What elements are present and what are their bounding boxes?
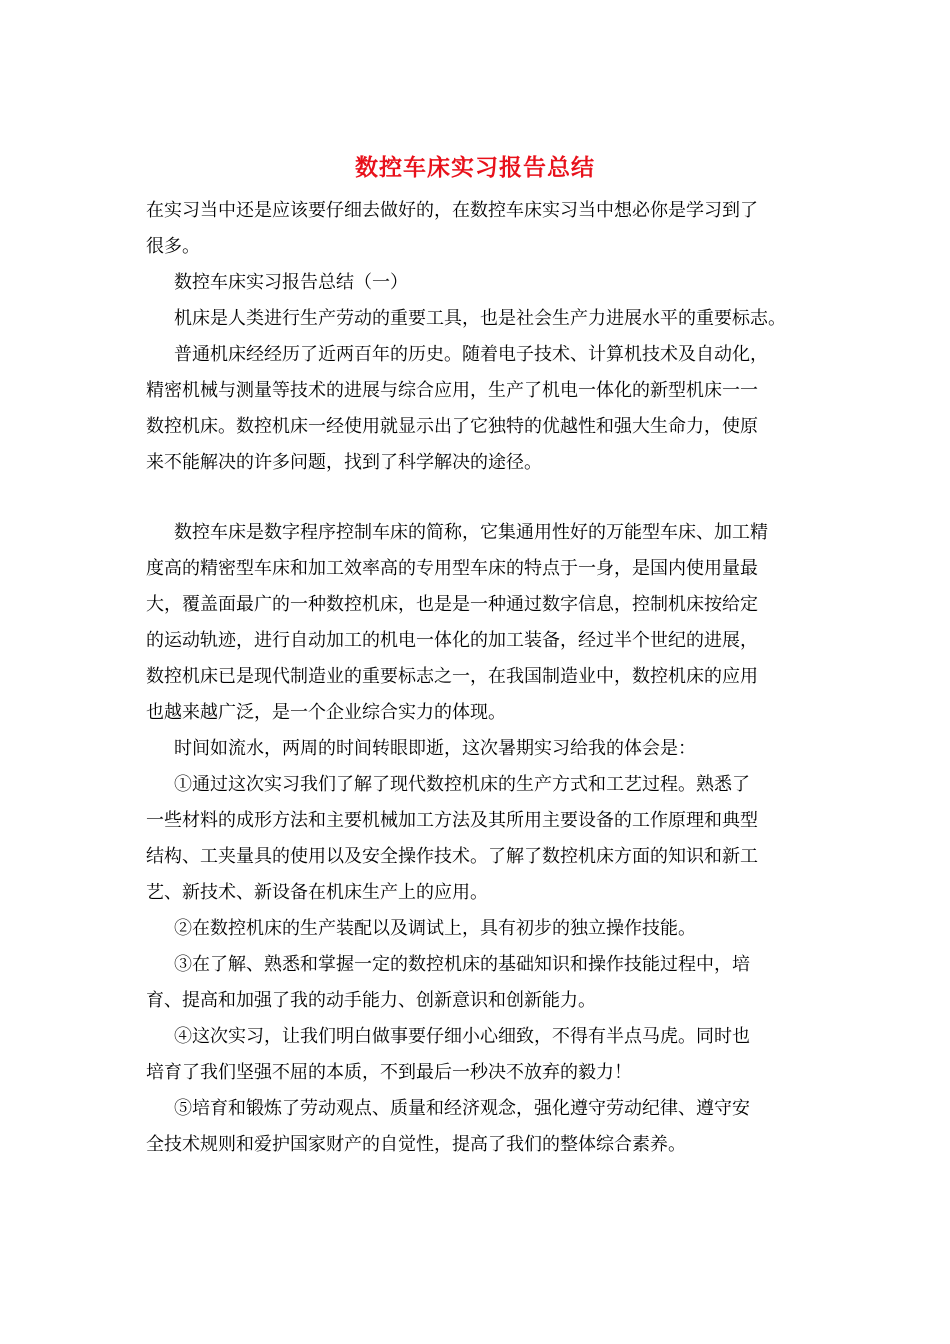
text-line: 培育了我们坚强不屈的本质，不到最后一秒决不放弃的毅力！ [146, 1062, 632, 1083]
text-line: 精密机械与测量等技术的进展与综合应用，生产了机电一体化的新型机床一一 [146, 380, 758, 401]
text-line: 很多。 [146, 236, 200, 257]
document-title: 数控车床实习报告总结 [355, 154, 595, 181]
text-line: 育、提高和加强了我的动手能力、创新意识和创新能力。 [146, 990, 596, 1011]
text-line: 一些材料的成形方法和主要机械加工方法及其所用主要设备的工作原理和典型 [146, 810, 758, 831]
text-line: 时间如流水，两周的时间转眼即逝，这次暑期实习给我的体会是： [174, 738, 696, 759]
text-line: 数控机床。数控机床一经使用就显示出了它独特的优越性和强大生命力，使原 [146, 416, 758, 437]
list-item: ①通过这次实习我们了解了现代数控机床的生产方式和工艺过程。熟悉了 [174, 774, 750, 795]
text-line: 艺、新技术、新设备在机床生产上的应用。 [146, 882, 488, 903]
text-line: 的运动轨迹，进行自动加工的机电一体化的加工装备，经过半个世纪的进展， [146, 630, 758, 651]
list-item: ⑤培育和锻炼了劳动观点、质量和经济观念，强化遵守劳动纪律、遵守安 [174, 1098, 750, 1119]
text-line: 也越来越广泛，是一个企业综合实力的体现。 [146, 702, 506, 723]
text-line: 全技术规则和爱护国家财产的自觉性，提高了我们的整体综合素养。 [146, 1134, 686, 1155]
subheading: 数控车床实习报告总结（一） [174, 272, 408, 293]
text-line: 数控机床已是现代制造业的重要标志之一，在我国制造业中，数控机床的应用 [146, 666, 758, 687]
text-line: 数控车床是数字程序控制车床的简称，它集通用性好的万能型车床、加工精 [174, 522, 768, 543]
text-line: 结构、工夹量具的使用以及安全操作技术。了解了数控机床方面的知识和新工 [146, 846, 758, 867]
text-line: 来不能解决的许多问题，找到了科学解决的途径。 [146, 452, 542, 473]
text-line: 在实习当中还是应该要仔细去做好的，在数控车床实习当中想必你是学习到了 [146, 200, 758, 221]
text-line: 度高的精密型车床和加工效率高的专用型车床的特点于一身，是国内使用量最 [146, 558, 758, 579]
list-item: ②在数控机床的生产装配以及调试上，具有初步的独立操作技能。 [174, 918, 696, 939]
list-item: ③在了解、熟悉和掌握一定的数控机床的基础知识和操作技能过程中，培 [174, 954, 750, 975]
text-line: 普通机床经经历了近两百年的历史。随着电子技术、计算机技术及自动化， [174, 344, 768, 365]
list-item: ④这次实习，让我们明白做事要仔细小心细致，不得有半点马虎。同时也 [174, 1026, 750, 1047]
text-line: 大，覆盖面最广的一种数控机床，也是是一种通过数字信息，控制机床按给定 [146, 594, 758, 615]
text-line: 机床是人类进行生产劳动的重要工具，也是社会生产力进展水平的重要标志。 [174, 308, 786, 329]
